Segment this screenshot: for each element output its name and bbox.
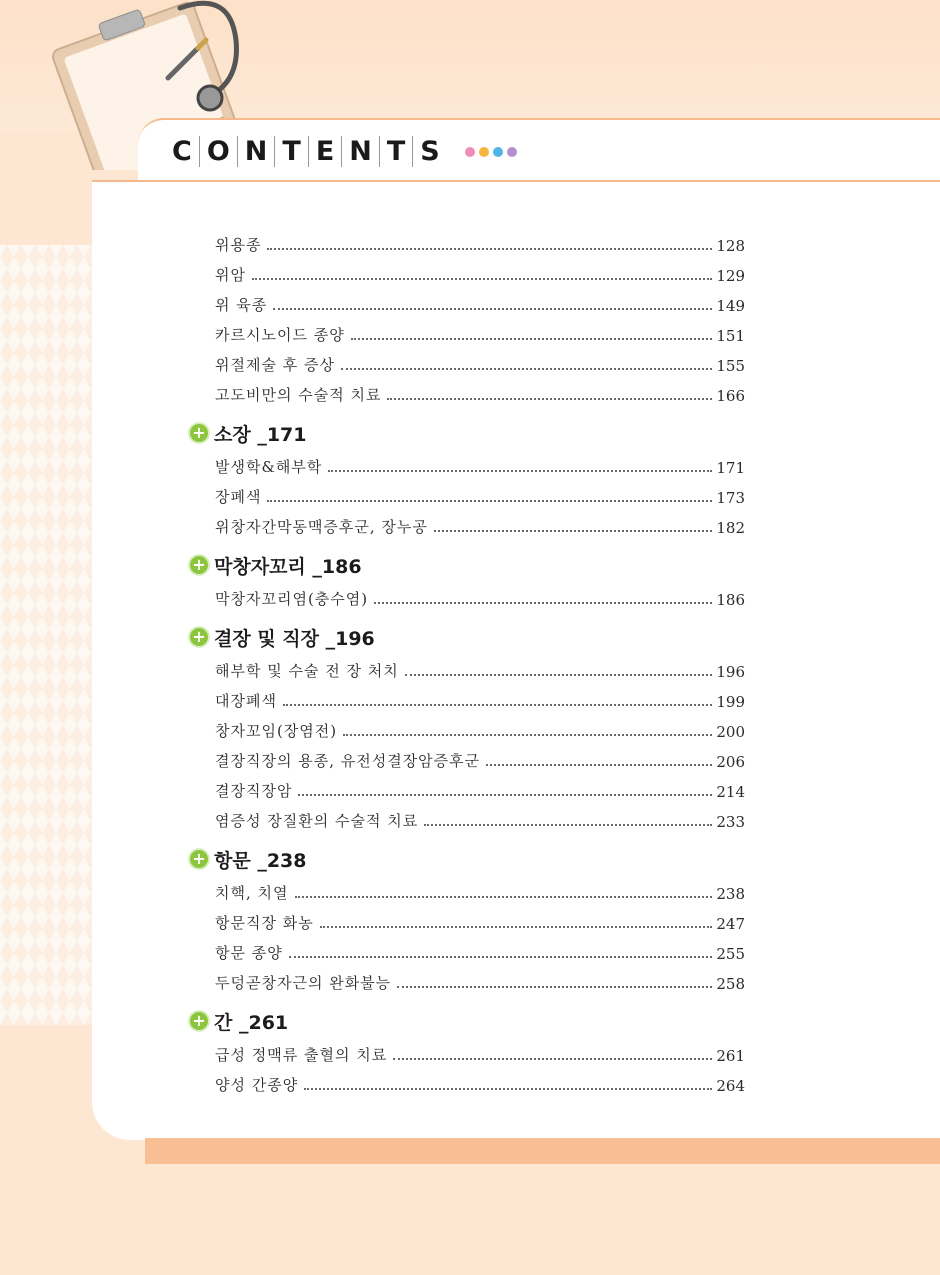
toc-entry[interactable] xyxy=(215,809,745,831)
toc-entry-label: 카르시노이드 종양 xyxy=(215,326,345,344)
toc-page-number: 129 xyxy=(716,267,745,285)
toc-page-number: 233 xyxy=(716,813,745,831)
toc-page-number: 173 xyxy=(716,489,745,507)
toc-section-title: 간 _261 xyxy=(214,1011,289,1034)
dot-leader xyxy=(405,674,713,676)
dot-leader xyxy=(397,986,712,988)
dot-leader xyxy=(304,1088,712,1090)
toc-page-number: 255 xyxy=(716,945,745,963)
toc-page-number: 186 xyxy=(716,591,745,609)
dot-leader xyxy=(289,956,713,958)
toc-entry[interactable] xyxy=(215,587,745,609)
plus-circle-icon: + xyxy=(190,850,208,868)
toc-section-title: 항문 _238 xyxy=(214,849,307,872)
toc-entry-label: 결장직장암 xyxy=(215,782,293,800)
page-title xyxy=(172,136,517,167)
toc-entry[interactable] xyxy=(215,485,745,507)
dot-leader xyxy=(486,764,712,766)
toc-entry[interactable] xyxy=(215,689,745,711)
side-pattern xyxy=(0,245,92,1025)
title-letter: E xyxy=(308,136,341,167)
toc-entry-label: 위창자간막동맥증후군, 장누공 xyxy=(215,518,428,536)
toc-entry-label: 항문 종양 xyxy=(215,944,283,962)
toc-page-number: 182 xyxy=(716,519,745,537)
toc-entry-label: 고도비만의 수술적 치료 xyxy=(215,386,382,404)
toc-page-number: 258 xyxy=(716,975,745,993)
dot-leader xyxy=(387,398,712,400)
dot-leader xyxy=(351,338,713,340)
toc-entry[interactable] xyxy=(215,293,745,315)
dot-leader xyxy=(283,704,712,706)
toc-page-number: 200 xyxy=(716,723,745,741)
toc-page-number: 171 xyxy=(716,459,745,477)
plus-circle-icon: + xyxy=(190,556,208,574)
toc-page-number: 261 xyxy=(716,1047,745,1065)
toc-section-title: 막창자꼬리 _186 xyxy=(214,555,362,578)
title-letter: N xyxy=(341,136,379,167)
title-letter: O xyxy=(199,136,237,167)
dot-blue xyxy=(493,147,503,157)
plus-circle-icon: + xyxy=(190,628,208,646)
toc-page-number: 128 xyxy=(716,237,745,255)
dot-pink xyxy=(465,147,475,157)
toc-entry-label: 창자꼬임(장염전) xyxy=(215,722,338,740)
toc-page-number: 238 xyxy=(716,885,745,903)
toc-entry-label: 위암 xyxy=(215,266,246,284)
toc-entry-label: 위절제술 후 증상 xyxy=(215,356,335,374)
bottom-band xyxy=(145,1138,940,1164)
toc-entry-label: 두덩곧창자근의 완화불능 xyxy=(215,974,392,992)
toc-entry-label: 위 육종 xyxy=(215,296,268,314)
dot-leader xyxy=(328,470,712,472)
toc-section-heading[interactable] xyxy=(190,1007,288,1035)
toc-entry[interactable] xyxy=(215,881,745,903)
toc-entry-label: 급성 정맥류 출혈의 치료 xyxy=(215,1046,388,1064)
toc-entry-label: 발생학&해부학 xyxy=(215,458,323,476)
toc-entry[interactable] xyxy=(215,383,745,405)
title-letter: T xyxy=(379,136,412,167)
toc-entry[interactable] xyxy=(215,719,745,741)
dot-leader xyxy=(424,824,712,826)
toc-entry[interactable] xyxy=(215,353,745,375)
title-letter: C xyxy=(172,136,192,167)
title-letter: N xyxy=(237,136,275,167)
toc-page-number: 199 xyxy=(716,693,745,711)
toc-entry[interactable] xyxy=(215,263,745,285)
plus-circle-icon: + xyxy=(190,424,208,442)
toc-entry[interactable] xyxy=(215,749,745,771)
title-letter: T xyxy=(274,136,307,167)
toc-entry[interactable] xyxy=(215,1073,745,1095)
dot-leader xyxy=(393,1058,712,1060)
toc-entry[interactable] xyxy=(215,779,745,801)
toc-entry[interactable] xyxy=(215,233,745,255)
toc-page-number: 214 xyxy=(716,783,745,801)
toc-entry[interactable] xyxy=(215,323,745,345)
toc-page-number: 206 xyxy=(716,753,745,771)
dot-leader xyxy=(320,926,713,928)
toc-entry[interactable] xyxy=(215,455,745,477)
dot-leader xyxy=(273,308,712,310)
toc-entry-label: 해부학 및 수술 전 장 처치 xyxy=(215,662,399,680)
toc-entry-label: 막창자꼬리염(충수염) xyxy=(215,590,369,608)
dot-leader xyxy=(295,896,713,898)
dot-leader xyxy=(341,368,712,370)
dot-leader xyxy=(252,278,712,280)
dot-purple xyxy=(507,147,517,157)
toc-entry[interactable] xyxy=(215,971,745,993)
toc-entry-label: 결장직장의 용종, 유전성결장암증후군 xyxy=(215,752,481,770)
dot-leader xyxy=(434,530,712,532)
toc-entry[interactable] xyxy=(215,911,745,933)
dot-leader xyxy=(267,500,712,502)
toc-entry-label: 대장폐색 xyxy=(215,692,277,710)
title-letter: S xyxy=(412,136,446,167)
plus-circle-icon: + xyxy=(190,1012,208,1030)
toc-entry-label: 양성 간종양 xyxy=(215,1076,299,1094)
dot-leader xyxy=(374,602,712,604)
decorative-dots xyxy=(465,147,517,157)
toc-entry-label: 염증성 장질환의 수술적 치료 xyxy=(215,812,419,830)
toc-page-number: 166 xyxy=(716,387,745,405)
toc-entry-label: 항문직장 화농 xyxy=(215,914,314,932)
toc-page-number: 196 xyxy=(716,663,745,681)
toc-section-heading[interactable] xyxy=(190,419,306,447)
dot-leader xyxy=(267,248,712,250)
toc-section-heading[interactable] xyxy=(190,623,375,651)
toc-page-number: 264 xyxy=(716,1077,745,1095)
toc-page-number: 151 xyxy=(716,327,745,345)
toc-page-number: 155 xyxy=(716,357,745,375)
dot-yellow xyxy=(479,147,489,157)
toc-page-number: 149 xyxy=(716,297,745,315)
toc-entry-label: 치핵, 치열 xyxy=(215,884,289,902)
dot-leader xyxy=(298,794,712,796)
toc-entry[interactable] xyxy=(215,515,745,537)
toc-section-heading[interactable] xyxy=(190,845,306,873)
toc-entry[interactable] xyxy=(215,1043,745,1065)
toc-entry[interactable] xyxy=(215,659,745,681)
toc-entry[interactable] xyxy=(215,941,745,963)
toc-section-heading[interactable] xyxy=(190,551,362,579)
dot-leader xyxy=(343,734,712,736)
toc-section-title: 소장 _171 xyxy=(214,423,307,446)
toc-entry-label: 위용종 xyxy=(215,236,262,254)
toc-section-title: 결장 및 직장 _196 xyxy=(214,627,375,650)
toc-entry-label: 장폐색 xyxy=(215,488,262,506)
toc-page-number: 247 xyxy=(716,915,745,933)
